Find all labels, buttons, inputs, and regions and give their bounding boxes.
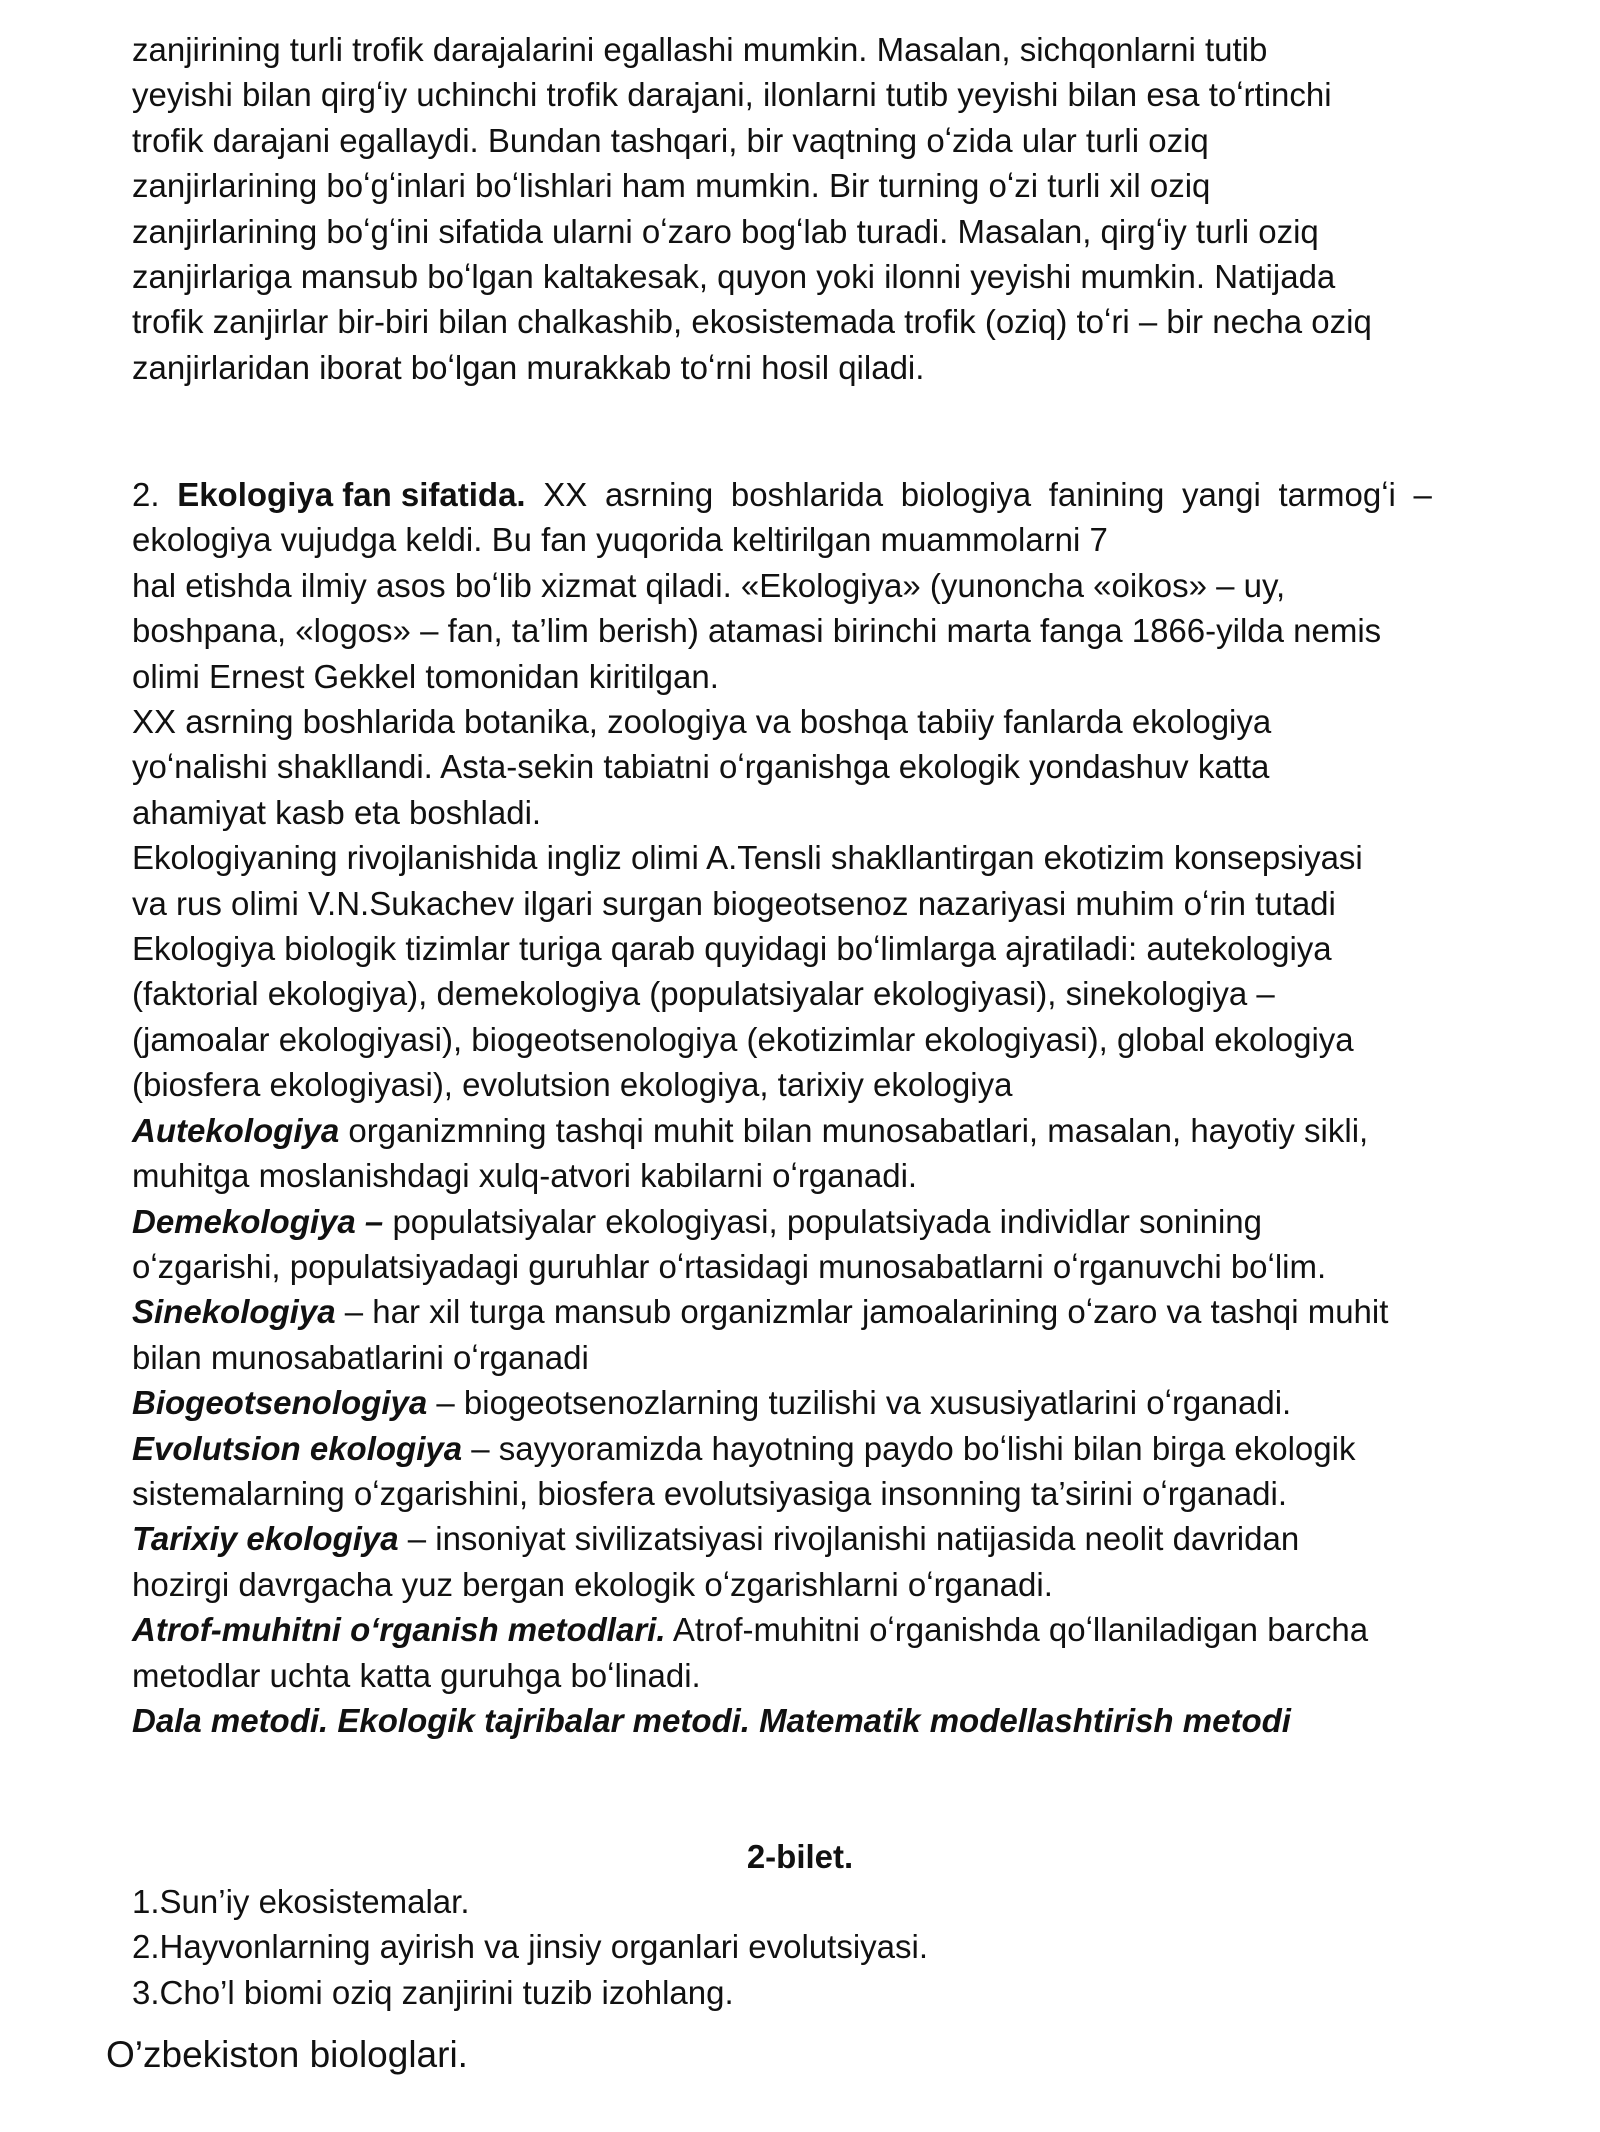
text-line: ahamiyat kasb eta boshladi. [132,793,542,831]
definition-text: oʻzgarishi, populatsiyadagi guruhlar oʻrtasidagi munosabatlarni oʻrganuvchi boʻlim. [132,1247,1327,1285]
definition-text: – biogeotsenozlarning tuzilishi va xususiyatlarini oʻrganadi. [427,1384,1292,1422]
definition-line [132,1607,1432,1652]
section-heading: Ekologiya fan sifatida. [177,476,526,513]
definition-text: metodlar uchta katta guruhga boʻlinadi. [132,1656,701,1694]
text-line: XX asrning boshlarida botanika, zoologiya va boshqa tabiiy fanlarda ekologiya [132,703,1272,741]
text-line: zanjirlarining boʻgʻini sifatida ularni oʻzaro bogʻlab turadi. Masalan, qirgʻiy turli oziq [132,212,1319,250]
question-item: 3.Cho’l biomi oziq zanjirini tuzib izohlang. [132,1973,734,2011]
definition-line [132,1426,1432,1471]
definition-text: – har xil turga mansub organizmlar jamoalarining oʻzaro va tashqi muhit [335,1293,1389,1331]
text-line: zanjirlarining boʻgʻinlari boʻlishlari ham mumkin. Bir turning oʻzi turli xil oziq [132,167,1211,205]
definition-line [132,1335,1432,1380]
text-line: olimi Ernest Gekkel tomonidan kiritilgan. [132,657,719,695]
question-item: 2.Hayvonlarning ayirish va jinsiy organlari evolutsiyasi. [132,1928,929,1966]
definition-line [132,1516,1432,1561]
text-line: trofik zanjirlar bir-biri bilan chalkashib, ekosistemada trofik (oziq) toʻri – bir necha oziq [132,303,1372,341]
definition-text: populatsiyalar ekologiyasi, populatsiyada individlar sonining [383,1202,1262,1240]
definition-term: Biogeotsenologiya [132,1384,428,1422]
definition-line [132,1562,1432,1607]
question-item: 1.Sun’iy ekosistemalar. [132,1883,470,1920]
text-line: va rus olimi V.N.Sukachev ilgari surgan biogeotsenoz nazariyasi muhim oʻrin tutadi [132,884,1336,922]
footer-text: O’zbekiston biologlari. [106,2034,468,2075]
definition-text: – insoniyat sivilizatsiyasi rivojlanishi natijasida neolit davridan [398,1520,1300,1558]
word: fanining [1048,476,1165,513]
definition-term: Sinekologiya [132,1293,336,1331]
text-line: (jamoalar ekologiyasi), biogeotsenologiya (ekotizimlar ekologiyasi), global ekologiya [132,1020,1354,1058]
section-ecology-as-science [132,472,1432,1743]
definition-term: Autekologiya [132,1111,340,1149]
word: yangi [1181,476,1261,513]
definition-text: bilan munosabatlarini oʻrganadi [132,1338,589,1376]
text-line: hal etishda ilmiy asos boʻlib xizmat qiladi. «Ekologiya» (yunoncha «oikos» – uy, [132,566,1286,604]
definition-line [132,1289,1432,1334]
ticket-title: 2-bilet. [746,1838,854,1875]
ticket-questions-list [132,1879,1432,2015]
definition-term: Tarixiy ekologiya [132,1520,399,1558]
text-line: zanjirining turli trofik darajalarini egallashi mumkin. Masalan, sichqonlarni tutib [132,31,1268,68]
definition-term: Evolutsion ekologiya [132,1429,463,1467]
word: boshlarida [730,476,884,513]
text-line: zanjirlaridan iborat boʻlgan murakkab toʻrni hosil qiladi. [132,348,925,386]
definition-line [132,1244,1432,1289]
word: XX [543,476,588,513]
text-line: (biosfera ekologiyasi), evolutsion ekologiya, tarixiy ekologiya [132,1066,1013,1104]
definition-text: hozirgi davrgacha yuz bergan ekologik oʻzgarishlarni oʻrganadi. [132,1565,1053,1603]
definition-line [132,1471,1432,1516]
word: asrning [604,476,714,513]
definition-line [132,1199,1432,1244]
definition-text: – sayyoramizda hayotning paydo boʻlishi bilan birga ekologik [462,1429,1356,1467]
section-number: 2. [132,476,160,513]
definition-text: organizmning tashqi muhit bilan munosabatlari, masalan, hayotiy sikli, [339,1111,1369,1149]
definition-text: Atrof-muhitni oʻrganishda qoʻllaniladigan barcha [665,1611,1369,1649]
text-line: trofik darajani egallaydi. Bundan tashqari, bir vaqtning oʻzida ular turli oziq [132,121,1209,159]
definition-line [132,1653,1432,1698]
definition-line [132,1153,1432,1198]
definition-text: sistemalarning oʻzgarishini, biosfera evolutsiyasiga insonning ta’sirini oʻrganadi. [132,1474,1288,1512]
paragraph-trophic-chains [132,27,1432,390]
text-line: ekologiya vujudga keldi. Bu fan yuqorida keltirilgan muammolarni 7 [132,521,1108,559]
text-line: zanjirlariga mansub boʻlgan kaltakesak, quyon yoki ilonni yeyishi mumkin. Natijada [132,258,1336,296]
definition-term: Demekologiya – [132,1202,384,1240]
text-line: Ekologiya biologik tizimlar turiga qarab quyidagi boʻlimlarga ajratiladi: autekologiya [132,930,1332,968]
definition-line [132,1108,1432,1153]
word: – [1413,476,1432,513]
definition-term: Atrof-muhitni oʻrganish metodlari. [132,1611,666,1649]
definition-line [132,1380,1432,1425]
text-line: yeyishi bilan qirgʻiy uchinchi trofik darajani, ilonlarni tutib yeyishi bilan esa toʻrtinchi [132,76,1332,114]
definition-line [132,1698,1432,1743]
text-line: (faktorial ekologiya), demekologiya (populatsiyalar ekologiyasi), sinekologiya – [132,975,1275,1013]
section-heading-line [132,472,1432,517]
text-line: yoʻnalishi shakllandi. Asta-sekin tabiatni oʻrganishga ekologik yondashuv katta [132,748,1270,786]
word: biologiya [900,476,1032,513]
definition-term: Dala metodi. Ekologik tajribalar metodi. Matematik modellashtirish metodi [132,1701,1291,1739]
word: tarmogʻi [1278,476,1396,513]
text-line: boshpana, «logos» – fan, ta’lim berish) atamasi birinchi marta fanga 1866-yilda nemis [132,612,1382,650]
definition-text: muhitga moslanishdagi xulq-atvori kabilarni oʻrganadi. [132,1157,918,1195]
text-line: Ekologiyaning rivojlanishida ingliz olimi A.Tensli shakllantirgan ekotizim konsepsiyasi [132,839,1363,877]
